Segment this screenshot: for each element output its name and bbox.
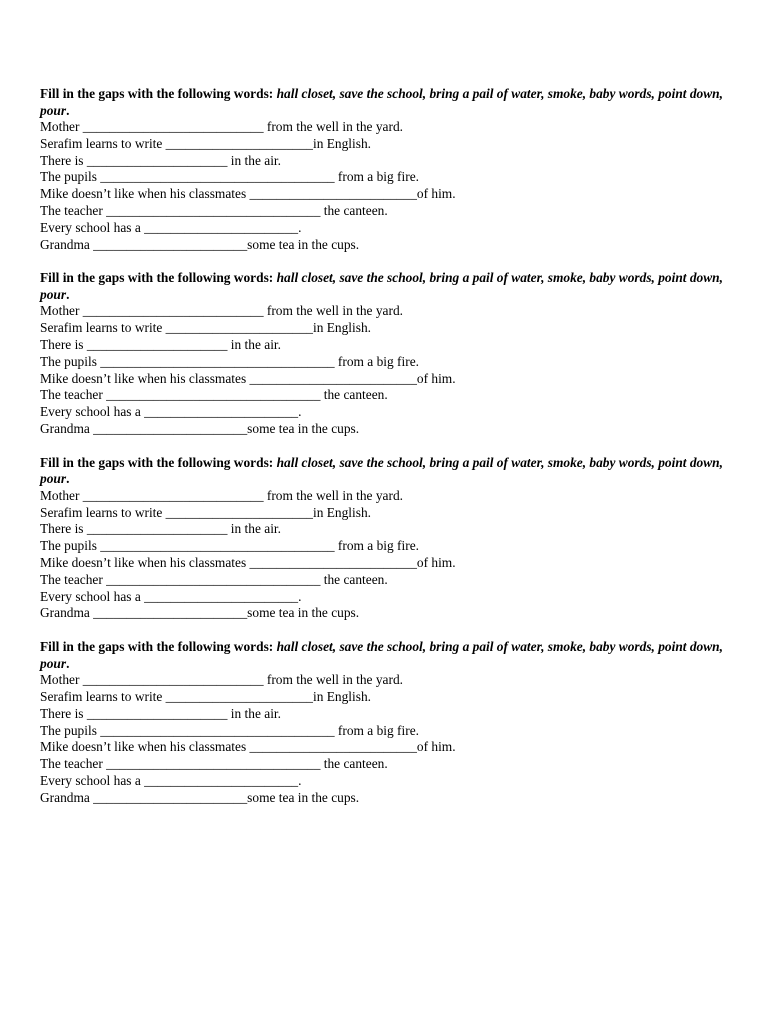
sentence-grandma: Grandma _______________________some tea in the cups. [40,605,360,621]
sentence-mike: Mike doesn’t like when his classmates _________________________of him. [40,739,456,755]
exercise-block-2 [40,270,730,437]
sentence-there-is: There is _____________________ in the air. [40,152,281,168]
instruction-lead: Fill in the gaps with the following words: [40,270,277,286]
instruction-end: . [66,102,70,118]
sentence-serafim: Serafim learns to write ______________________in English. [40,320,372,336]
sentence-pupils: The pupils ___________________________________ from a big fire. [40,353,419,369]
instruction [40,270,730,303]
sentence-grandma: Grandma _______________________some tea in the cups. [40,420,360,436]
instruction [40,86,730,119]
sentence-every-school: Every school has a _______________________. [40,404,302,420]
sentence-there-is: There is _____________________ in the air. [40,336,281,352]
sentence-mother: Mother ___________________________ from the well in the yard. [40,119,403,134]
sentence-grandma: Grandma _______________________some tea in the cups. [40,789,360,805]
sentence-teacher: The teacher ________________________________ the canteen. [40,571,388,587]
sentence-teacher: The teacher ________________________________ the canteen. [40,756,388,772]
exercise-block-3 [40,455,730,622]
exercise-block-4 [40,639,730,806]
sentence-serafim: Serafim learns to write ______________________in English. [40,504,372,520]
sentence-serafim: Serafim learns to write ______________________in English. [40,135,372,151]
exercise-block-1 [40,86,730,253]
sentence-mother: Mother ___________________________ from the well in the yard. [40,672,403,688]
instruction-end: . [66,655,70,671]
sentence-teacher: The teacher ________________________________ the canteen. [40,202,388,218]
instruction-word-list: hall closet, save the school, bring a pail of water, smoke, baby words, point down, pour [40,454,723,487]
sentence-teacher: The teacher ________________________________ the canteen. [40,387,388,403]
worksheet-page [40,86,730,824]
sentence-mike: Mike doesn’t like when his classmates _________________________of him. [40,370,456,386]
instruction-word-list: hall closet, save the school, bring a pail of water, smoke, baby words, point down, pour [40,639,723,671]
sentence-mother: Mother ___________________________ from the well in the yard. [40,487,403,503]
sentence-serafim: Serafim learns to write ______________________in English. [40,688,372,704]
instruction [40,639,730,672]
sentence-every-school: Every school has a _______________________. [40,772,302,788]
sentence-every-school: Every school has a _______________________. [40,219,302,235]
sentence-pupils: The pupils ___________________________________ from a big fire. [40,722,419,738]
instruction [40,455,730,488]
sentence-mother: Mother ___________________________ from the well in the yard. [40,303,403,319]
instruction-word-list: hall closet, save the school, bring a pail of water, smoke, baby words, point down, pour [40,86,723,118]
instruction-word-list: hall closet, save the school, bring a pail of water, smoke, baby words, point down, pour [40,270,723,302]
sentence-there-is: There is _____________________ in the air. [40,705,281,721]
instruction-lead: Fill in the gaps with the following words: [40,86,277,101]
sentence-there-is: There is _____________________ in the air. [40,521,281,537]
sentence-mike: Mike doesn’t like when his classmates _________________________of him. [40,186,456,202]
instruction-lead: Fill in the gaps with the following words: [40,639,277,655]
instruction-end: . [66,286,70,302]
instruction-lead: Fill in the gaps with the following words: [40,454,277,470]
sentence-grandma: Grandma _______________________some tea in the cups. [40,236,360,252]
sentence-mike: Mike doesn’t like when his classmates _________________________of him. [40,554,456,570]
sentence-pupils: The pupils ___________________________________ from a big fire. [40,169,419,185]
sentence-every-school: Every school has a _______________________. [40,588,302,604]
instruction-end: . [66,471,70,487]
sentence-pupils: The pupils ___________________________________ from a big fire. [40,538,419,554]
